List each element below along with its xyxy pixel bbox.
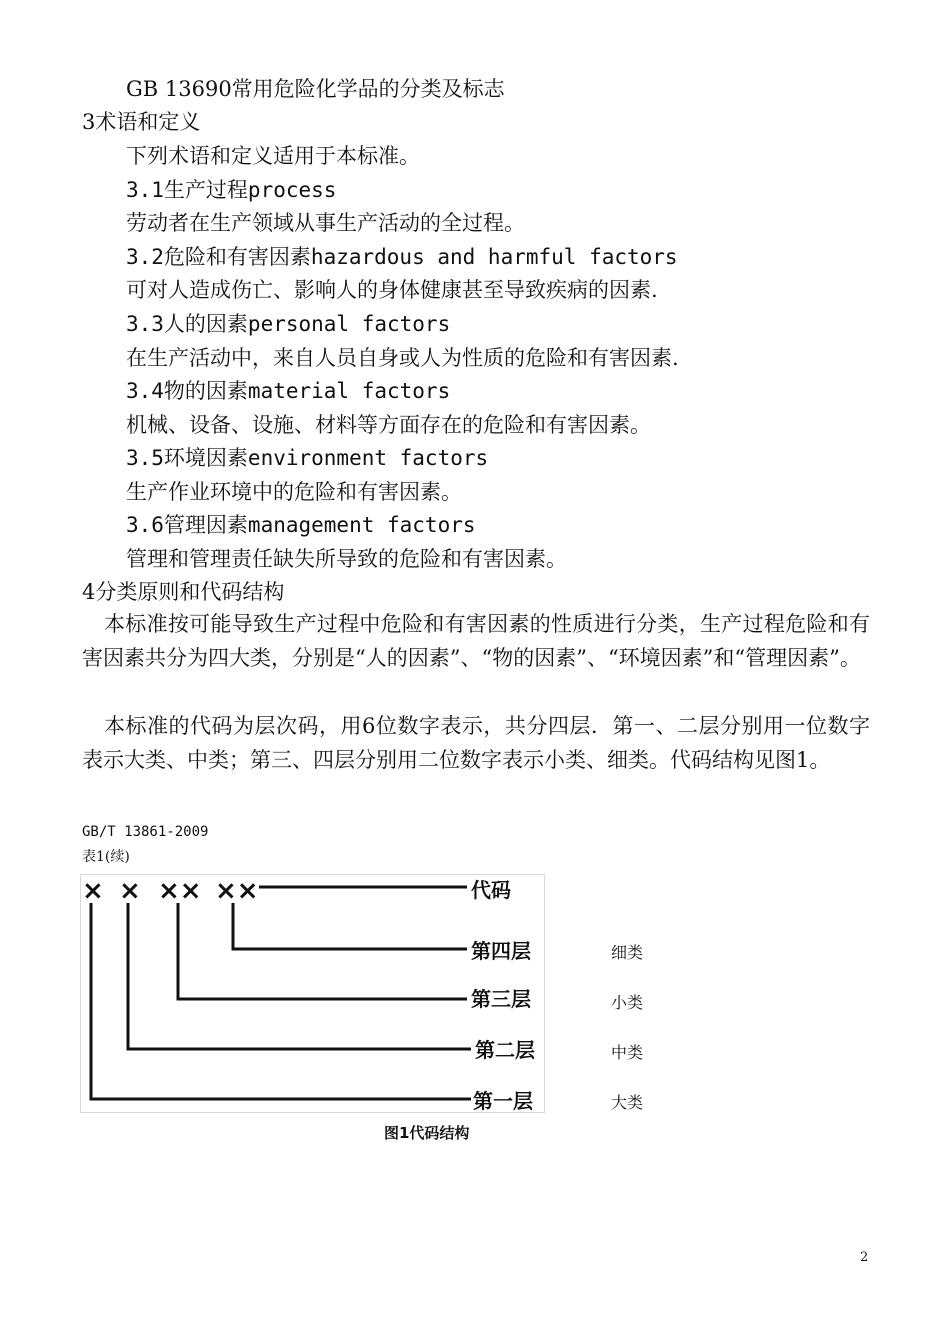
section-heading-3: 3术语和定义 (82, 110, 201, 134)
paragraph-code-structure: 本标准的代码为层次码，用6位数字表示，共分四层．第一、二层分别用一位数字表示大类、中类；第三、四层分别用二位数字表示小类、细类。代码结构见图1。 (82, 714, 870, 772)
term-3-5: 3.5环境因素environment factors (126, 446, 489, 470)
term-3-4: 3.4物的因素material factors (126, 379, 451, 403)
paragraph-classification: 本标准按可能导致生产过程中危险和有害因素的性质进行分类，生产过程危险和有害因素共分为四大类，分别是“人的因素”、“物的因素”、“环境因素”和“管理因素”。 (82, 612, 870, 670)
standard-reference: GB/T 13861-2009 (82, 824, 209, 840)
figure-layer4-label: 第四层 (471, 939, 531, 963)
term-3-2: 3.2危险和有害因素hazardous and harmful factors (126, 245, 678, 269)
term-3-1: 3.1生产过程process (126, 178, 337, 202)
definition-3-2: 可对人造成伤亡、影响人的身体健康甚至导致疾病的因素. (126, 278, 658, 302)
side-label-subdivision: 细类 (611, 943, 644, 962)
figure-code-label: 代码 (471, 878, 511, 902)
figure-caption: 图1代码结构 (384, 1124, 470, 1142)
term-3-3: 3.3人的因素personal factors (126, 312, 451, 336)
side-label-middle: 中类 (611, 1043, 644, 1062)
side-label-minor: 小类 (611, 993, 644, 1012)
figure-symbol-3: ×× (158, 876, 202, 906)
figure-layer4-line (233, 903, 467, 949)
code-structure-figure (80, 874, 545, 1113)
figure-layer1-label: 第一层 (473, 1089, 533, 1112)
figure-layer2-label: 第二层 (475, 1038, 535, 1062)
term-3-6: 3.6管理因素management factors (126, 513, 476, 537)
side-label-major: 大类 (611, 1093, 644, 1112)
doc-line-intro: 下列术语和定义适用于本标准。 (126, 144, 420, 168)
figure-symbol-1: × (82, 876, 104, 906)
figure-symbol-4: ×× (215, 876, 259, 906)
table-reference: 表1(续) (82, 849, 130, 865)
definition-3-6: 管理和管理责任缺失所导致的危险和有害因素。 (126, 547, 567, 571)
section-heading-4: 4分类原则和代码结构 (82, 580, 285, 604)
definition-3-4: 机械、设备、设施、材料等方面存在的危险和有害因素。 (126, 413, 651, 437)
page-number: 2 (860, 1250, 869, 1265)
code-structure-diagram (81, 875, 544, 1112)
figure-layer3-label: 第三层 (471, 987, 531, 1011)
figure-symbol-2: × (119, 876, 141, 906)
definition-3-3: 在生产活动中，来自人员自身或人为性质的危险和有害因素. (126, 346, 679, 370)
definition-3-1: 劳动者在生产领域从事生产活动的全过程。 (126, 211, 525, 235)
figure-layer1-line (91, 903, 471, 1099)
definition-3-5: 生产作业环境中的危险和有害因素。 (126, 480, 462, 504)
figure-layer3-line (178, 903, 467, 999)
doc-line-ref-standard: GB 13690常用危险化学品的分类及标志 (126, 77, 505, 101)
